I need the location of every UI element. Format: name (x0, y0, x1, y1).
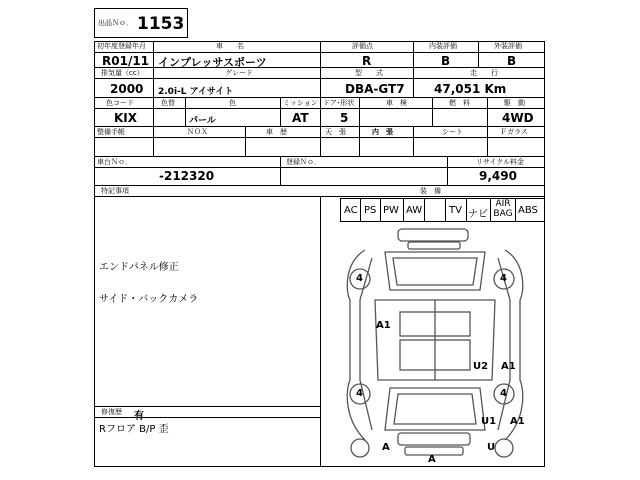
door-shape-label: ドア･形状 (323, 99, 355, 107)
chassis-label: 車台Ｎｏ． (97, 158, 132, 166)
mark-rear-u1: U1 (481, 416, 497, 427)
option-abs: ABS (518, 205, 538, 216)
nox-label: ＮＯＸ (187, 128, 208, 136)
sunroof-label: 天 張 (325, 128, 346, 136)
car-name-value: インプレッサスポーツ (158, 56, 267, 69)
model-label: 型 式 (355, 69, 383, 77)
mileage-label: 走 行 (470, 69, 498, 77)
mark-right-rear-a1: A1 (501, 361, 516, 372)
seat-label: シート (442, 128, 463, 136)
remarks-label: 特記事項 (101, 187, 129, 195)
color-change-label: 色替 (161, 99, 175, 107)
interior-roof-label: 内 張 (372, 128, 393, 136)
car-name-label: 車 名 (216, 42, 244, 50)
model-value: DBA-GT7 (345, 82, 405, 96)
chassis-value: -212320 (159, 169, 215, 183)
mark-tire-fr: 4 (500, 273, 507, 284)
doors-value: 5 (340, 111, 349, 125)
option-pw: PW (383, 205, 399, 216)
color-label: 色 (229, 99, 236, 107)
wheel-spare-right (495, 439, 513, 457)
inspection-label: 車 検 (386, 99, 407, 107)
grade-label: グレード (225, 69, 253, 77)
option-tv: TV (449, 205, 462, 216)
glass-label: Ｆガラス (500, 128, 528, 136)
wheel-spare-left (351, 439, 369, 457)
history-label: 車 歴 (266, 128, 287, 136)
exterior-score-value: B (507, 54, 517, 68)
drive-label: 駆 動 (504, 99, 525, 107)
remark-line-2: サイド・バックカメラ (99, 294, 199, 305)
mark-left-door: A1 (376, 320, 391, 331)
remark-line-1: エンドパネル修正 (99, 262, 179, 273)
repair-note: Rフロア B/P 歪 (99, 424, 169, 435)
mark-tire-rl: 4 (356, 388, 363, 399)
lot-number-label: 出品Ｎｏ． (98, 19, 133, 27)
repair-history-label: 修復歴 (101, 408, 122, 416)
option-airbag: AIR BAG (493, 199, 513, 219)
displacement-label: 排気量（cc） (101, 69, 144, 77)
reg-no-label: 登録Ｎｏ． (286, 158, 321, 166)
first-reg-label: 初年度登録年月 (97, 42, 146, 50)
recycle-value: 9,490 (479, 169, 517, 183)
drive-value: 4WD (502, 111, 534, 125)
score-value: R (362, 54, 372, 68)
first-reg-value: R01/11 (102, 54, 150, 68)
mileage-value: 47,051 Km (434, 82, 507, 96)
equipment-label: 装 備 (420, 187, 441, 195)
option-ac: AC (344, 205, 358, 216)
recycle-label: リサイクル料金 (476, 158, 525, 166)
mark-rear-left-a: A (382, 442, 390, 453)
mission-value: AT (292, 111, 309, 125)
color-value: パール (189, 116, 216, 126)
mission-label: ミッション (283, 99, 318, 107)
fuel-label: 燃 料 (449, 99, 470, 107)
interior-score-label: 内装評価 (429, 42, 457, 50)
mark-tire-fl: 4 (356, 273, 363, 284)
score-label: 評価点 (352, 42, 373, 50)
option-aw: AW (406, 205, 423, 216)
mark-rear-bumper-a: A (428, 454, 436, 465)
exterior-score-label: 外装評価 (494, 42, 522, 50)
grade-value: 2.0i-L アイサイト (158, 87, 234, 97)
interior-score-value: B (441, 54, 451, 68)
mark-rear-right-u: U (487, 442, 496, 453)
lot-number-value: 1153 (137, 14, 185, 34)
option-navi: ナビ (468, 209, 488, 220)
color-code-label: 色コード (106, 99, 134, 107)
mark-tire-rr: 4 (500, 388, 507, 399)
manual-label: 整備手帳 (97, 128, 125, 136)
displacement-value: 2000 (110, 82, 144, 96)
option-ps: PS (364, 205, 377, 216)
mark-right-rear-u2: U2 (473, 361, 489, 372)
color-code-value: KIX (114, 111, 138, 125)
repair-history-value: 有 (134, 411, 144, 422)
mark-rear-a1: A1 (510, 416, 525, 427)
